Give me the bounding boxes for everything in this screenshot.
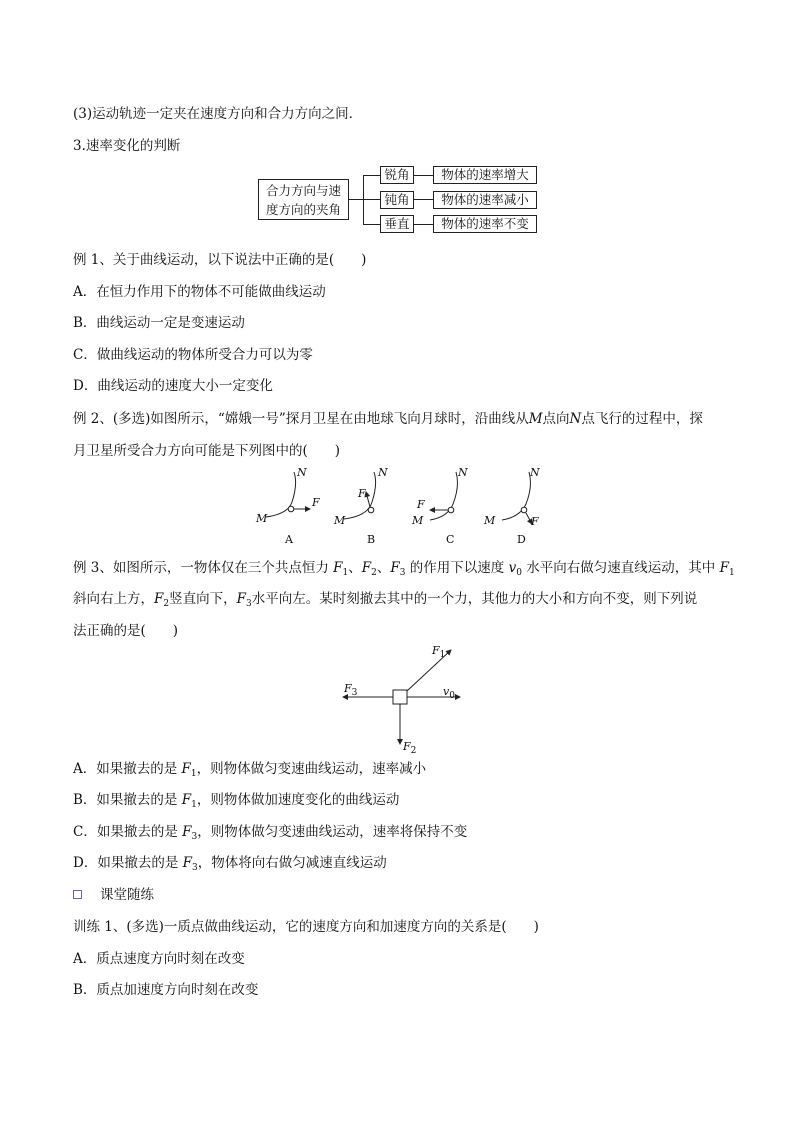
figure-a-point [288, 506, 294, 512]
ex2-text-c: 点飞行的过程中，探 [581, 411, 703, 427]
ex2-question-line2: 月卫星所受合力方向可能是下列图中的( ) [73, 443, 341, 459]
ex3-option-c-post: ，则物体做匀变速曲线运动，速率将保持不变 [197, 824, 468, 840]
ex3-option-d [73, 853, 387, 878]
ex2-var-n: N [569, 411, 582, 427]
tree-connector-mid [363, 199, 380, 200]
tree-connector-main [349, 199, 363, 200]
ex3-question-line3: 法正确的是( ) [73, 623, 179, 639]
practice-heading: 课堂随练 [100, 887, 154, 903]
ex3-option-b-sub: 1 [191, 800, 197, 810]
tree-angle-obtuse: 钝角 [380, 191, 414, 209]
ex3-var-f1-end: F [719, 560, 729, 576]
force-f1-sub: 1 [439, 650, 446, 660]
train1-question: 训练 1、(多选)一质点做曲线运动，它的速度方向和加速度方向的关系是( ) [73, 919, 539, 935]
figure-d-label-f: F [531, 515, 539, 528]
ex3-sub-3: 3 [399, 568, 406, 578]
figure-a-label-m: M [256, 512, 268, 525]
ex3-var-f2: F [361, 560, 372, 576]
figure-a-label-f: F [312, 496, 320, 509]
figure-c-caption: C [446, 533, 455, 546]
object-box [393, 690, 407, 704]
ex3-sep-1: 、 [348, 560, 362, 576]
tree-result-decrease: 物体的速率减小 [433, 191, 537, 209]
train1-option-b: B．质点加速度方向时刻在改变 [73, 982, 259, 998]
figure-d-label-m: M [484, 514, 496, 527]
figure-d-label-n: N [530, 466, 540, 479]
figure-a-caption: A [285, 533, 293, 546]
figure-c [430, 472, 457, 520]
tree-link-2 [414, 199, 433, 200]
figure-d-caption: D [517, 533, 526, 546]
ex3-l2-var-f2: F [154, 591, 164, 607]
figure-b-label-m: M [334, 514, 346, 527]
section-heading-3: 3.速率变化的判断 [73, 138, 181, 154]
ex3-option-a-sub: 1 [190, 769, 197, 779]
ex3-question-line2 [73, 589, 697, 614]
figure-b-label-f: F [358, 487, 366, 500]
ex3-l2-sub-2: 2 [163, 599, 170, 609]
ex3-sub-end: 1 [728, 568, 735, 578]
ex3-option-d-sub: 3 [192, 863, 198, 873]
ex3-option-c-pre: C．如果撤去的是 [73, 824, 183, 840]
tree-root-line1: 合力方向与速 [265, 183, 341, 198]
velocity-v0-label [443, 685, 455, 701]
figure-c-point [448, 507, 454, 513]
ex3-var-f1: F [333, 560, 343, 576]
ex2-question-line1 [73, 409, 703, 429]
ex3-option-d-var: F [182, 855, 192, 871]
ex3-l2-text-c: 水平向左。某时刻撤去其中的一个力，其他力的大小和方向不变，则下列说 [251, 591, 698, 607]
ex3-option-c [73, 822, 467, 847]
ex1-option-b: B．曲线运动一定是变速运动 [73, 315, 245, 331]
ex3-sub-1: 1 [342, 568, 349, 578]
force-f3-letter: F [344, 682, 352, 695]
figure-a-label-n: N [297, 466, 307, 479]
ex3-option-b-var: F [181, 792, 192, 808]
tree-root-line2: 度方向的夹角 [265, 202, 341, 217]
force-f2-sub: 2 [410, 746, 417, 756]
tree-result-increase: 物体的速率增大 [433, 166, 537, 184]
tree-root-box [258, 179, 349, 220]
tree-link-1 [414, 175, 433, 176]
velocity-v-letter: v [443, 685, 450, 698]
ex3-option-c-sub: 3 [191, 832, 198, 842]
ex3-l2-sub-3: 3 [245, 599, 252, 609]
ex3-option-b [73, 790, 399, 815]
figure-c-curve [430, 472, 457, 520]
ex2-text-a: 例 2、(多选)如图所示，“嫦娥一号”探月卫星在由地球飞向月球时，沿曲线从 [73, 411, 529, 427]
force-f2-letter: F [403, 740, 411, 753]
ex3-text-b: 的作用下以速度 [405, 560, 509, 576]
figure-d [502, 472, 532, 524]
ex2-text-b: 点向 [542, 411, 570, 427]
ex1-option-c: C．做曲线运动的物体所受合力可以为零 [73, 347, 313, 363]
force-f2-label [403, 740, 416, 756]
figure-d-curve [502, 472, 530, 520]
ex3-text-a: 例 3、如图所示，一物体仅在三个共点恒力 [73, 560, 334, 576]
force-f1-label [432, 644, 445, 660]
tree-angle-acute: 锐角 [380, 166, 414, 184]
tree-connector-bottom [363, 224, 380, 225]
tree-link-3 [414, 224, 433, 225]
figure-b-force-arrow [366, 492, 370, 507]
ex3-option-d-pre: D．如果撤去的是 [73, 855, 183, 871]
ex3-l2-text-b: 竖直向下， [169, 591, 237, 607]
figure-b-caption: B [367, 533, 376, 546]
ex3-text-c: 水平向右做匀速直线运动，其中 [521, 560, 720, 576]
ex1-option-a: A．在恒力作用下的物体不可能做曲线运动 [73, 284, 326, 300]
ex3-option-a-var: F [181, 761, 191, 777]
figure-d-point [521, 507, 527, 513]
train1-option-a: A．质点速度方向时刻在改变 [73, 951, 245, 967]
text-line-3: (3)运动轨迹一定夹在速度方向和合力方向之间． [73, 106, 363, 122]
ex3-option-a [73, 759, 426, 784]
ex3-l2-var-f3: F [236, 591, 246, 607]
tree-result-constant: 物体的速率不变 [433, 215, 537, 233]
ex2-var-m: M [528, 411, 543, 427]
ex3-option-b-post: ，则物体做加速度变化的曲线运动 [196, 792, 400, 808]
figure-b-label-n: N [378, 466, 388, 479]
figure-c-label-m: M [412, 514, 424, 527]
ex3-option-d-post: ，物体将向右做匀减速直线运动 [197, 855, 387, 871]
tree-angle-right: 垂直 [380, 215, 414, 233]
force-f3-label [344, 682, 357, 698]
figure-c-label-f: F [417, 498, 425, 511]
ex3-sep-2: 、 [376, 560, 391, 576]
ex3-question-line1 [73, 558, 735, 583]
tree-connector-top [363, 175, 380, 176]
ex2-trajectory-figures [248, 462, 558, 548]
force-f3-sub: 3 [351, 688, 358, 698]
ex3-sub-2: 2 [371, 568, 377, 578]
force-f1-letter: F [432, 644, 440, 657]
ex1-question: 例 1、关于曲线运动，以下说法中正确的是( ) [73, 252, 367, 268]
figure-b-point [368, 507, 374, 513]
ex3-option-b-pre: B．如果撤去的是 [73, 792, 182, 808]
ex3-var-f3: F [390, 560, 400, 576]
ex3-var-v: v [508, 560, 517, 576]
velocity-v-sub: 0 [449, 691, 455, 701]
ex3-option-c-var: F [182, 824, 192, 840]
ex3-sub-v0: 0 [516, 568, 522, 578]
ex3-option-a-pre: A．如果撤去的是 [73, 761, 182, 777]
edit-icon [73, 890, 82, 899]
ex1-option-d: D．曲线运动的速度大小一定变化 [73, 378, 273, 394]
ex3-option-a-post: ，则物体做匀变速曲线运动，速率减小 [196, 761, 427, 777]
ex3-l2-text-a: 斜向右上方， [73, 591, 154, 607]
figure-c-label-n: N [458, 466, 468, 479]
